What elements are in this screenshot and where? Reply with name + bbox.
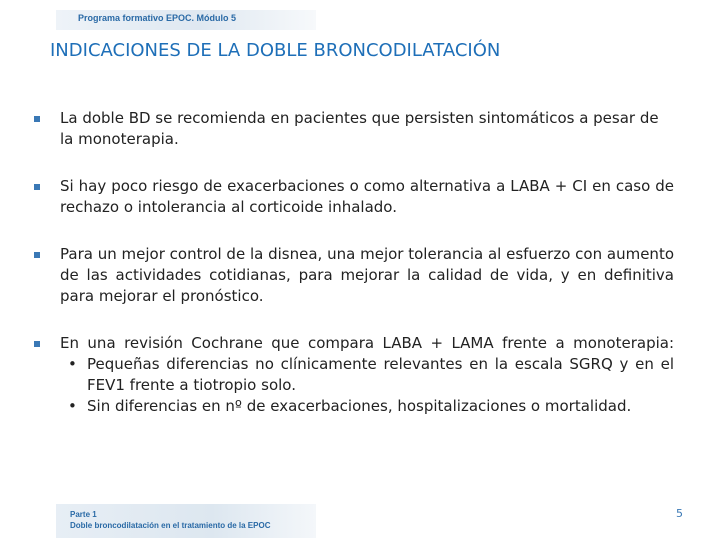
sub-bullet-text: Pequeñas diferencias no clínicamente relevantes en la escala SGRQ y en el FEV1 frente a tiotropio solo.: [87, 355, 674, 394]
bullet-text: En una revisión Cochrane que compara LABA + LAMA frente a monoterapia:: [60, 334, 674, 352]
square-bullet-icon: [34, 341, 40, 347]
square-bullet-icon: [34, 184, 40, 190]
sub-bullet-item: [60, 396, 674, 417]
sub-bullet-text: Sin diferencias en nº de exacerbaciones, hospitalizaciones o mortalidad.: [87, 397, 632, 415]
bullet-list: [34, 108, 674, 417]
square-bullet-icon: [34, 252, 40, 258]
bullet-text: Si hay poco riesgo de exacerbaciones o como alternativa a LABA + CI en caso de rechazo o intolerancia al corticoide inhalado.: [60, 177, 674, 216]
sub-bullet-item: [60, 354, 674, 396]
bullet-item: [34, 244, 674, 307]
footer-part: Parte 1: [70, 510, 97, 519]
square-bullet-icon: [34, 116, 40, 122]
bullet-text: Para un mejor control de la disnea, una mejor tolerancia al esfuerzo con aumento de las actividades cotidianas, para mejorar la calidad de vida, y en definitiva para mejorar el pronóstico.: [60, 245, 674, 305]
round-bullet-icon: •: [68, 397, 77, 415]
slide-title: INDICACIONES DE LA DOBLE BRONCODILATACIÓN: [50, 40, 501, 61]
program-label: Programa formativo EPOC. Módulo 5: [78, 13, 237, 23]
header-banner: [56, 10, 316, 30]
bullet-item: [34, 333, 674, 417]
round-bullet-icon: •: [68, 355, 77, 373]
bullet-item: [34, 108, 674, 150]
footer-subtitle: Doble broncodilatación en el tratamiento de la EPOC: [70, 521, 271, 530]
bullet-item: [34, 176, 674, 218]
bullet-text: La doble BD se recomienda en pacientes que persisten sintomáticos a pesar de la monoterapia.: [60, 109, 659, 148]
page-number: 5: [676, 507, 683, 520]
footer-banner: [56, 504, 316, 538]
